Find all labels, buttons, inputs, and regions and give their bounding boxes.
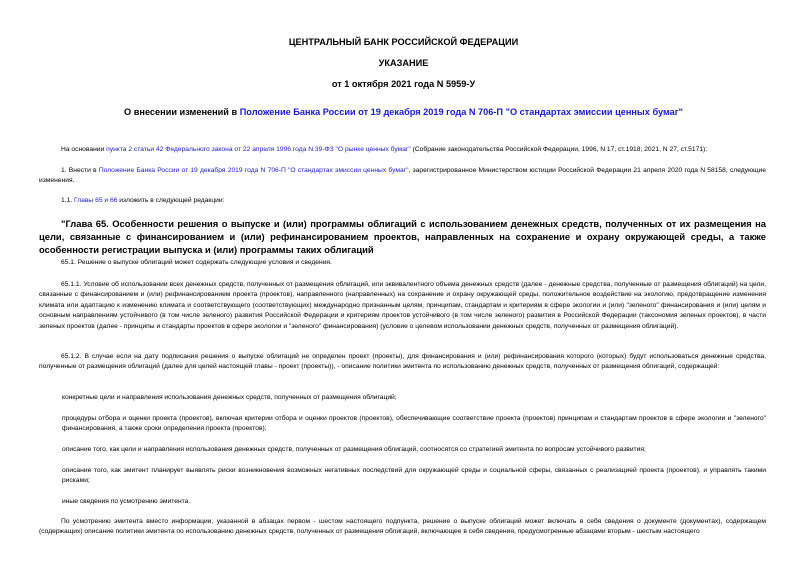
item-1-paragraph	[39, 166, 766, 187]
subject-prefix: О внесении изменений в	[124, 107, 240, 117]
paragraph-issuer-discretion: По усмотрению эмитента вместо информации, указанной в абзацах первом - шестом настоящего подпункта, решение о выпуске облигаций может включать в себя сведения о документе (документах), содержащем (содержащих) описание политики эмитента по использованию денежных средств, полученных от размещения облигаций, включающее в себя сведения, предусмотренные абзацами вторым - шестым настоящего	[39, 518, 766, 536]
item-1-1-paragraph	[39, 196, 766, 206]
item-1-1-prefix: 1.1.	[61, 197, 75, 204]
paragraph-65-1-2: 65.1.2. В случае если на дату подписания решения о выпуске облигаций не определен проект (проекты), для финансирования и (или) рефинансирования которого (которых) будут использоваться денежные средства, полученные от размещения облигаций (далее для целей настоящей главы - проект (проекты)), - описание политики эмитента по использованию денежных средств, полученных от размещения облигаций, содержащей:	[39, 353, 766, 371]
law-article-link[interactable]: пункта 2 статьи 42 Федерального закона от 22 апреля 1996 года N 39-ФЗ "О рынке ценных бумаг"	[106, 146, 411, 153]
document-subject	[0, 107, 807, 117]
issuer-heading: ЦЕНТРАЛЬНЫЙ БАНК РОССИЙСКОЙ ФЕДЕРАЦИИ	[288, 37, 519, 47]
item-1-prefix: 1. Внести в	[61, 167, 99, 174]
basis-paragraph	[39, 145, 766, 155]
document-date: от 1 октября 2021 года N 5959-У	[331, 79, 476, 89]
sub-item-other: иные сведения по усмотрению эмитента.	[62, 498, 191, 505]
document-type: УКАЗАНИЕ	[378, 58, 429, 68]
item-1-suffix: , зарегистрированное Министерством юстиции Российской Федерации 21 апреля 2020 года N 58158, следующие изменения.	[39, 167, 766, 185]
sub-item-procedures: процедуры отбора и оценки проекта (проектов), включая критерии отбора и оценки проектов (проектов), обеспечивающие соответствие проекта (проектов) принципам и стандартам проектов в сфере экологии и "зеленого" финансирования, а также сроки определения проекта (проектов);	[62, 415, 766, 433]
chapters-65-66-link[interactable]: Главы 65 и 66	[74, 197, 118, 204]
regulation-706p-link[interactable]: Положение Банка России от 19 декабря 2019 года N 706-П "О стандартах эмиссии ценных бумаг"	[98, 167, 409, 174]
basis-prefix: На основании	[61, 146, 107, 153]
paragraph-65-1: 65.1. Решение о выпуске облигаций может содержать следующие условия и сведения.	[61, 259, 332, 266]
subject-regulation-link[interactable]: Положение Банка России от 19 декабря 2019 года N 706-П "О стандартах эмиссии ценных бумаг"	[239, 107, 683, 117]
sub-item-strategy: описание того, как цели и направления использования денежных средств, полученных от размещения облигаций, соотносятся со стратегией эмитента по вопросам устойчивого развития;	[62, 446, 646, 453]
item-1-1-suffix: изложить в следующей редакции:	[117, 197, 225, 204]
sub-item-goals: конкретные цели и направления использования денежных средств, полученных от размещения облигаций;	[62, 394, 397, 401]
sub-item-risks: описание того, как эмитент планирует выявлять риски возникновения возможных негативных последствий для окружающей среды и социальной сферы, связанных с реализацией проекта (проектов), и управлять такими рисками;	[62, 467, 766, 485]
basis-suffix: (Собрание законодательства Российской Федерации, 1996, N 17, ст.1918; 2021, N 27, ст.5171):	[410, 146, 708, 153]
chapter-65-title: "Глава 65. Особенности решения о выпуске и (или) программы облигаций с использованием денежных средств, полученных от их размещения на цели, связанные с финансированием и (или) рефинансированием проектов, направленных на сохранение и охрану окружающей среды, а также особенности регистрации выпуска и (или) программы таких облигаций	[39, 218, 766, 255]
paragraph-65-1-1: 65.1.1. Условие об использовании всех денежных средств, полученных от размещения облигаций, или эквивалентного объема денежных средств (далее - денежные средства, полученные от размещения облигаций) на цели, связанные с финансированием и (или) рефинансированием проекта (проектов), направленного (направленных) на сохранение и охрану окружающей среды, положительное воздействие на экологию, предотвращение изменения климата или адаптацию к изменению климата и соответствующего (соответствующих) международно признанным целям, принципам, стандартам и критериям в сфере экологии и (или) "зеленого" финансирования и (или) целям и основным направлениям устойчивого (в том числе зеленого) развития Российской Федерации и критериям проектов устойчивого (в том числе зеленого) развития в Российской Федерации (таксономия зеленых проектов), в части зеленых проектов (далее - принципы и стандарты проектов в сфере экологии и "зеленого" финансирования) (условие о целевом использовании денежных средств, полученных от размещения облигаций).	[39, 281, 766, 330]
